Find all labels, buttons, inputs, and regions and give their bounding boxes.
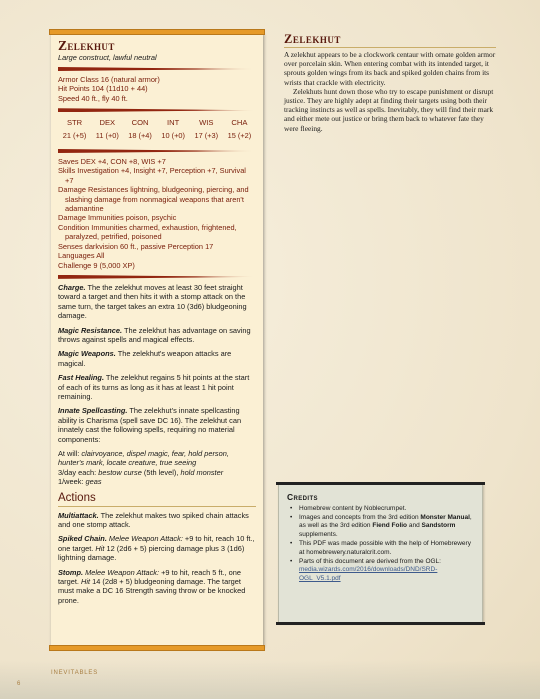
monster-statblock [51,33,263,647]
action-name: Stomp. [58,567,84,577]
actions-title: Actions [58,492,256,507]
per-week-spell: geas [85,477,102,487]
senses [58,242,256,251]
hit-points [58,84,256,93]
damage-resistances [58,185,256,213]
per-day-spell: hold monster [180,467,224,477]
ogl-link[interactable]: media.wizards.com/2016/downloads/DND/SRD-OGL_V5.1.pdf [299,566,438,583]
divider [58,275,256,279]
credits-text: supplements. [299,531,338,539]
speed [58,94,256,103]
book-title: Fiend Folio [372,522,408,530]
per-day-mid: (5th level), [141,467,181,477]
ability-value: 21 (+5) [62,130,87,140]
attack-pre: +9 to hit, reach 5 ft., one target. [58,567,242,587]
credits-text: and [407,522,422,530]
speed-value: 40 ft., fly 40 ft. [79,93,128,103]
attack-type: Melee Weapon Attack: [106,534,183,544]
ability-label: CON [131,118,149,128]
footer-book-title: INEVITABLES [51,670,99,676]
book-title: Sandstorm [421,522,456,530]
damage-immunities-label: Damage Immunities [58,213,124,223]
ability-value: 15 (+2) [227,130,252,140]
credits-item [287,558,474,584]
ability-value: 10 (+0) [161,130,185,140]
action-name: Multiattack. [58,510,99,520]
action-stomp [58,568,256,606]
credits-box [278,484,483,623]
attack-post: 12 (2d6 + 5) piercing damage plus 3 (1d6) lightning damage. [58,543,245,563]
per-week-prefix: 1/week: [58,477,86,487]
damage-resistances-value: lightning, bludgeoning, piercing, and slashing damage from nonmagical weapons that aren't adamantine [65,185,249,214]
challenge-label: Challenge [58,260,92,270]
ability-label: INT [167,118,180,128]
condition-immunities-value: charmed, exhaustion, frightened, paralyzed, petrified, poisoned [65,222,237,242]
at-will-prefix: At will: [58,449,82,458]
trait-innate-spellcasting [58,406,256,444]
hit-label: Hit [81,577,91,587]
trait-magic-weapons [58,349,256,368]
ability-label: DEX [99,118,116,128]
trait-text: The zelekhut's innate spellcasting ability is Charisma (spell save DC 16). The zelekhut can innately cast the following spells, requiring no material components: [58,406,242,444]
book-title: Monster Manual [420,513,470,521]
senses-label: Senses [58,241,83,251]
skills [58,166,256,185]
ability-scores [58,118,256,144]
ability-value: 17 (+3) [194,130,219,140]
languages-value: All [94,251,105,261]
ability-label: WIS [199,118,214,128]
damage-immunities-value: poison, psychic [123,213,177,223]
per-day-spell: bestow curse [98,467,142,477]
per-day-prefix: 3/day each: [58,467,99,477]
credits-text: Images and concepts from the 3rd edition [299,513,421,521]
damage-immunities [58,213,256,222]
attack-post: 14 (2d8 + 5) bludgeoning damage. The target must make a DC 16 Strength saving throw or be knocked prone. [58,577,246,605]
speed-label: Speed [58,93,80,103]
saves-label: Saves [58,157,79,167]
ability-value: 11 (+0) [95,130,119,140]
action-spiked-chain [58,534,256,562]
spell-list [58,449,256,487]
action-name: Spiked Chain. [58,534,107,544]
attack-pre: +9 to hit, reach 10 ft., one target. [58,534,255,553]
trait-charge [58,283,256,321]
credits-item: • This PDF was made possible with the help of Homebrewery at homebrewery.naturalcrit.com. [287,540,474,558]
skills-label: Skills [58,166,76,176]
skills-value: Investigation +4, Insight +7, Perception +7, Survival +7 [65,166,246,185]
trait-text: The zelekhut regains 5 hit points at the start of each of its turns as long as it has at least 1 hit point remaining. [58,373,250,401]
trait-magic-resistance [58,326,256,345]
trait-name: Charge. [58,282,86,292]
lore-column [284,33,496,133]
condition-immunities-label: Condition Immunities [58,222,128,232]
languages-label: Languages [58,251,95,261]
credits-text: , as well as the 3rd edition [299,513,472,530]
trait-name: Fast Healing. [58,373,104,383]
monster-name: Zelekhut [58,38,115,53]
trait-text: The zelekhut's weapon attacks are magical. [58,349,232,368]
hit-points-label: Hit Points [58,84,90,94]
lore-paragraph: A zelekhut appears to be a clockwork centaur with ornate golden armor over porcelain skin. When entering combat with its intended target, it sprouts golden wings from its back and spiked golden chains from its wrists that crackle with electricity. [284,50,496,87]
trait-text: The zelekhut has advantage on saving throws against spells and magical effects. [58,325,251,344]
at-will-spells: clairvoyance, dispel magic, fear, hold person, hunter's mark, locate creature, true seeing [58,449,229,468]
challenge-value: 9 (5,000 XP) [91,260,135,270]
hit-label: Hit [95,543,105,553]
trait-name: Magic Resistance. [58,325,123,335]
damage-resistances-label: Damage Resistances [58,185,129,195]
armor-class-value: 16 (natural armor) [98,75,160,84]
attack-type: Melee Weapon Attack: [83,567,160,577]
challenge [58,261,256,270]
credits-title: Credits [287,492,318,502]
senses-value: darkvision 60 ft., passive Perception 17 [82,241,214,251]
credits-text: Parts of this document are derived from the OGL: [299,557,441,565]
monster-type: Large construct, lawful neutral [58,53,157,62]
armor-class [58,75,256,84]
saves [58,157,256,166]
ability-label: STR [66,118,83,128]
divider [58,108,256,112]
action-multiattack [58,511,256,530]
saves-value: DEX +4, CON +8, WIS +7 [78,157,166,167]
ability-label: CHA [231,118,248,128]
trait-fast-healing [58,373,256,401]
action-text: The zelekhut makes two spiked chain attacks and one stomp attack. [58,510,249,530]
trait-name: Innate Spellcasting. [58,406,128,416]
condition-immunities [58,223,256,242]
page-footer [0,660,540,699]
credits-item [287,514,474,540]
credits-list [287,505,474,584]
credits-item: • Homebrew content by Noblecrumpet. [287,505,474,514]
lore-paragraph: Zelekhuts hunt down those who try to escape punishment or disrupt justice. They are highly adept at finding their targets using both their tracking instincts as well as spells. Inevitably, they will find their mark and either mete out justice or bring them back to whatever fate they were fleeing. [284,86,494,133]
divider [58,149,256,153]
languages [58,251,256,260]
page-number: 6 [17,681,21,687]
trait-name: Magic Weapons. [58,349,116,359]
divider [58,67,256,71]
lore-title: Zelekhut [284,33,496,48]
ability-value: 18 (+4) [128,130,152,140]
armor-class-label: Armor Class [58,75,99,84]
trait-text: The the zelekhut moves at least 30 feet straight toward a target and then hits it with a stomp attack on the same turn, the target takes an extra 10 (3d6) bludgeoning damage. [58,282,247,321]
hit-points-value: 104 (11d10 + 44) [89,84,148,94]
